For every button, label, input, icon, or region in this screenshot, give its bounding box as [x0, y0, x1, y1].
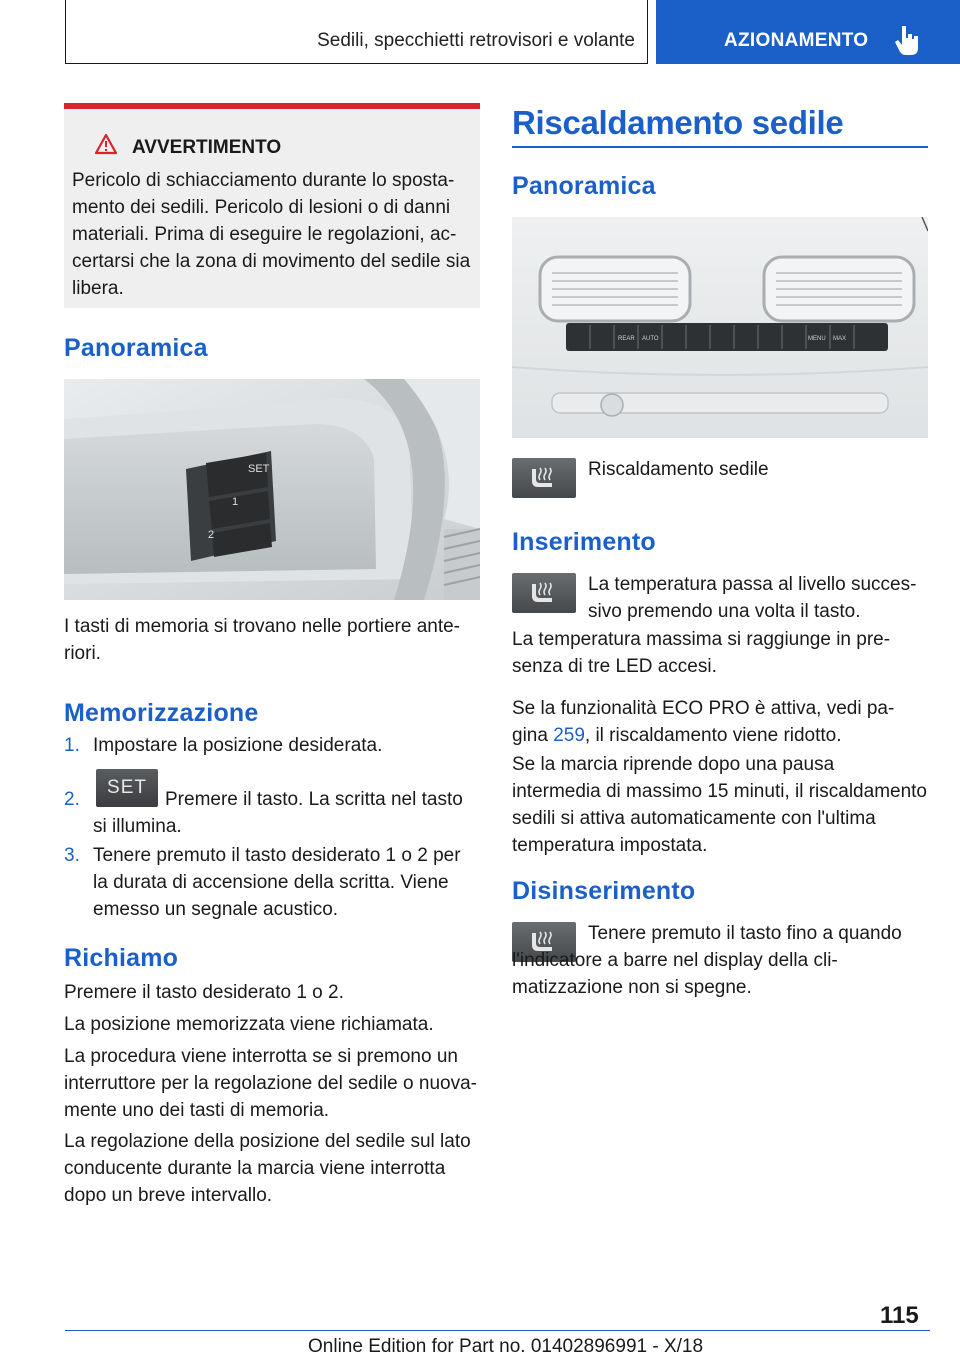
heading-riscaldamento-sedile: Riscaldamento sedile [512, 104, 844, 141]
step-number: 1. [64, 735, 80, 756]
seat-heating-icon [512, 458, 576, 498]
header-chapter-label: AZIONAMENTO [724, 30, 869, 51]
set-key-label: SET [107, 777, 147, 798]
richiamo-paragraph: La procedura viene interrotta se si premono un interruttore per la regolazione del sedile o nuova-mente uno dei tasti di memoria. [64, 1046, 477, 1121]
page-number: 115 [880, 1302, 919, 1329]
heading-inserimento: Inserimento [512, 528, 656, 556]
warning-title: AVVERTIMENTO [132, 137, 282, 158]
step-text: Tenere premuto il tasto desiderato 1 o 2 per la durata di accensione della scritta. Viene emesso un segnale acustico. [93, 845, 461, 920]
header-section-title: Sedili, specchietti retrovisori e volante [317, 30, 635, 51]
richiamo-paragraph: Premere il tasto desiderato 1 o 2. [64, 982, 344, 1003]
heading-disinserimento: Disinserimento [512, 877, 696, 905]
seat-heating-caption: Riscaldamento sedile [588, 459, 769, 480]
inserimento-paragraph-eco: Se la funzionalità ECO PRO è attiva, vedi pa-gina 259, il riscaldamento viene ridotto. [512, 698, 895, 746]
step-text: Impostare la posizione desiderata. [93, 735, 383, 756]
door-memory-buttons-photo [64, 379, 480, 600]
console-label-menu: MENU [808, 336, 826, 342]
door-label-1: 1 [232, 496, 239, 508]
richiamo-paragraph: La posizione memorizzata viene richiamata. [64, 1014, 434, 1035]
richiamo-paragraph: La regolazione della posizione del sedile sul lato conducente durante la marcia viene interrotta dopo un breve intervallo. [64, 1131, 471, 1206]
heading-rule [512, 146, 928, 148]
inserimento-paragraph: La temperatura massima si raggiunge in pre-senza di tre LED accesi. [512, 629, 891, 677]
warning-box [64, 103, 480, 308]
console-label-auto: AUTO [642, 336, 659, 342]
footer-rule [65, 1330, 930, 1331]
heading-panoramica-left: Panoramica [64, 334, 208, 362]
header-section-box [65, 0, 648, 64]
inserimento-paragraph: Se la marcia riprende dopo una pausa intermedia di massimo 15 minuti, il riscaldamento sedili si attiva automaticamente con l'ultima temperatura impostata. [512, 754, 927, 856]
climate-console-photo [512, 217, 928, 438]
door-label-set: SET [248, 463, 270, 475]
console-label-max: MAX [833, 336, 847, 342]
pointing-hand-icon [894, 24, 920, 56]
door-photo-caption: I tasti di memoria si trovano nelle portiere ante-riori. [64, 616, 461, 664]
seat-heating-icon [512, 573, 576, 613]
door-label-2: 2 [208, 529, 215, 541]
warning-body: Pericolo di schiacciamento durante lo sposta-mento dei sedili. Pericolo di lesioni o di danni materiali. Prima di eseguire le regolazioni, ac-certarsi che la zona di movimento del sedile sia libera. [72, 170, 471, 299]
step-number: 3. [64, 845, 80, 866]
step-number: 2. [64, 789, 80, 810]
footer-edition: Online Edition for Part no. 01402896991 - X/18 [308, 1336, 704, 1357]
heading-memorizzazione: Memorizzazione [64, 699, 259, 727]
console-label-rear: REAR [618, 336, 635, 342]
inserimento-icon-text: La temperatura passa al livello succes-sivo premendo una volta il tasto. [588, 574, 917, 622]
warning-triangle-icon [94, 133, 118, 155]
header-chapter-tab [656, 0, 960, 64]
step-text: Premere il tasto. La scritta nel tasto si illumina. [93, 789, 463, 837]
disinserimento-text: Tenere premuto il tasto fino a quando l'indicatore a barre nel display della cli-matizzazione non si spegne. [512, 923, 902, 998]
page-link-259[interactable]: 259 [553, 725, 585, 746]
heading-richiamo: Richiamo [64, 944, 179, 972]
heading-panoramica-right: Panoramica [512, 172, 656, 200]
